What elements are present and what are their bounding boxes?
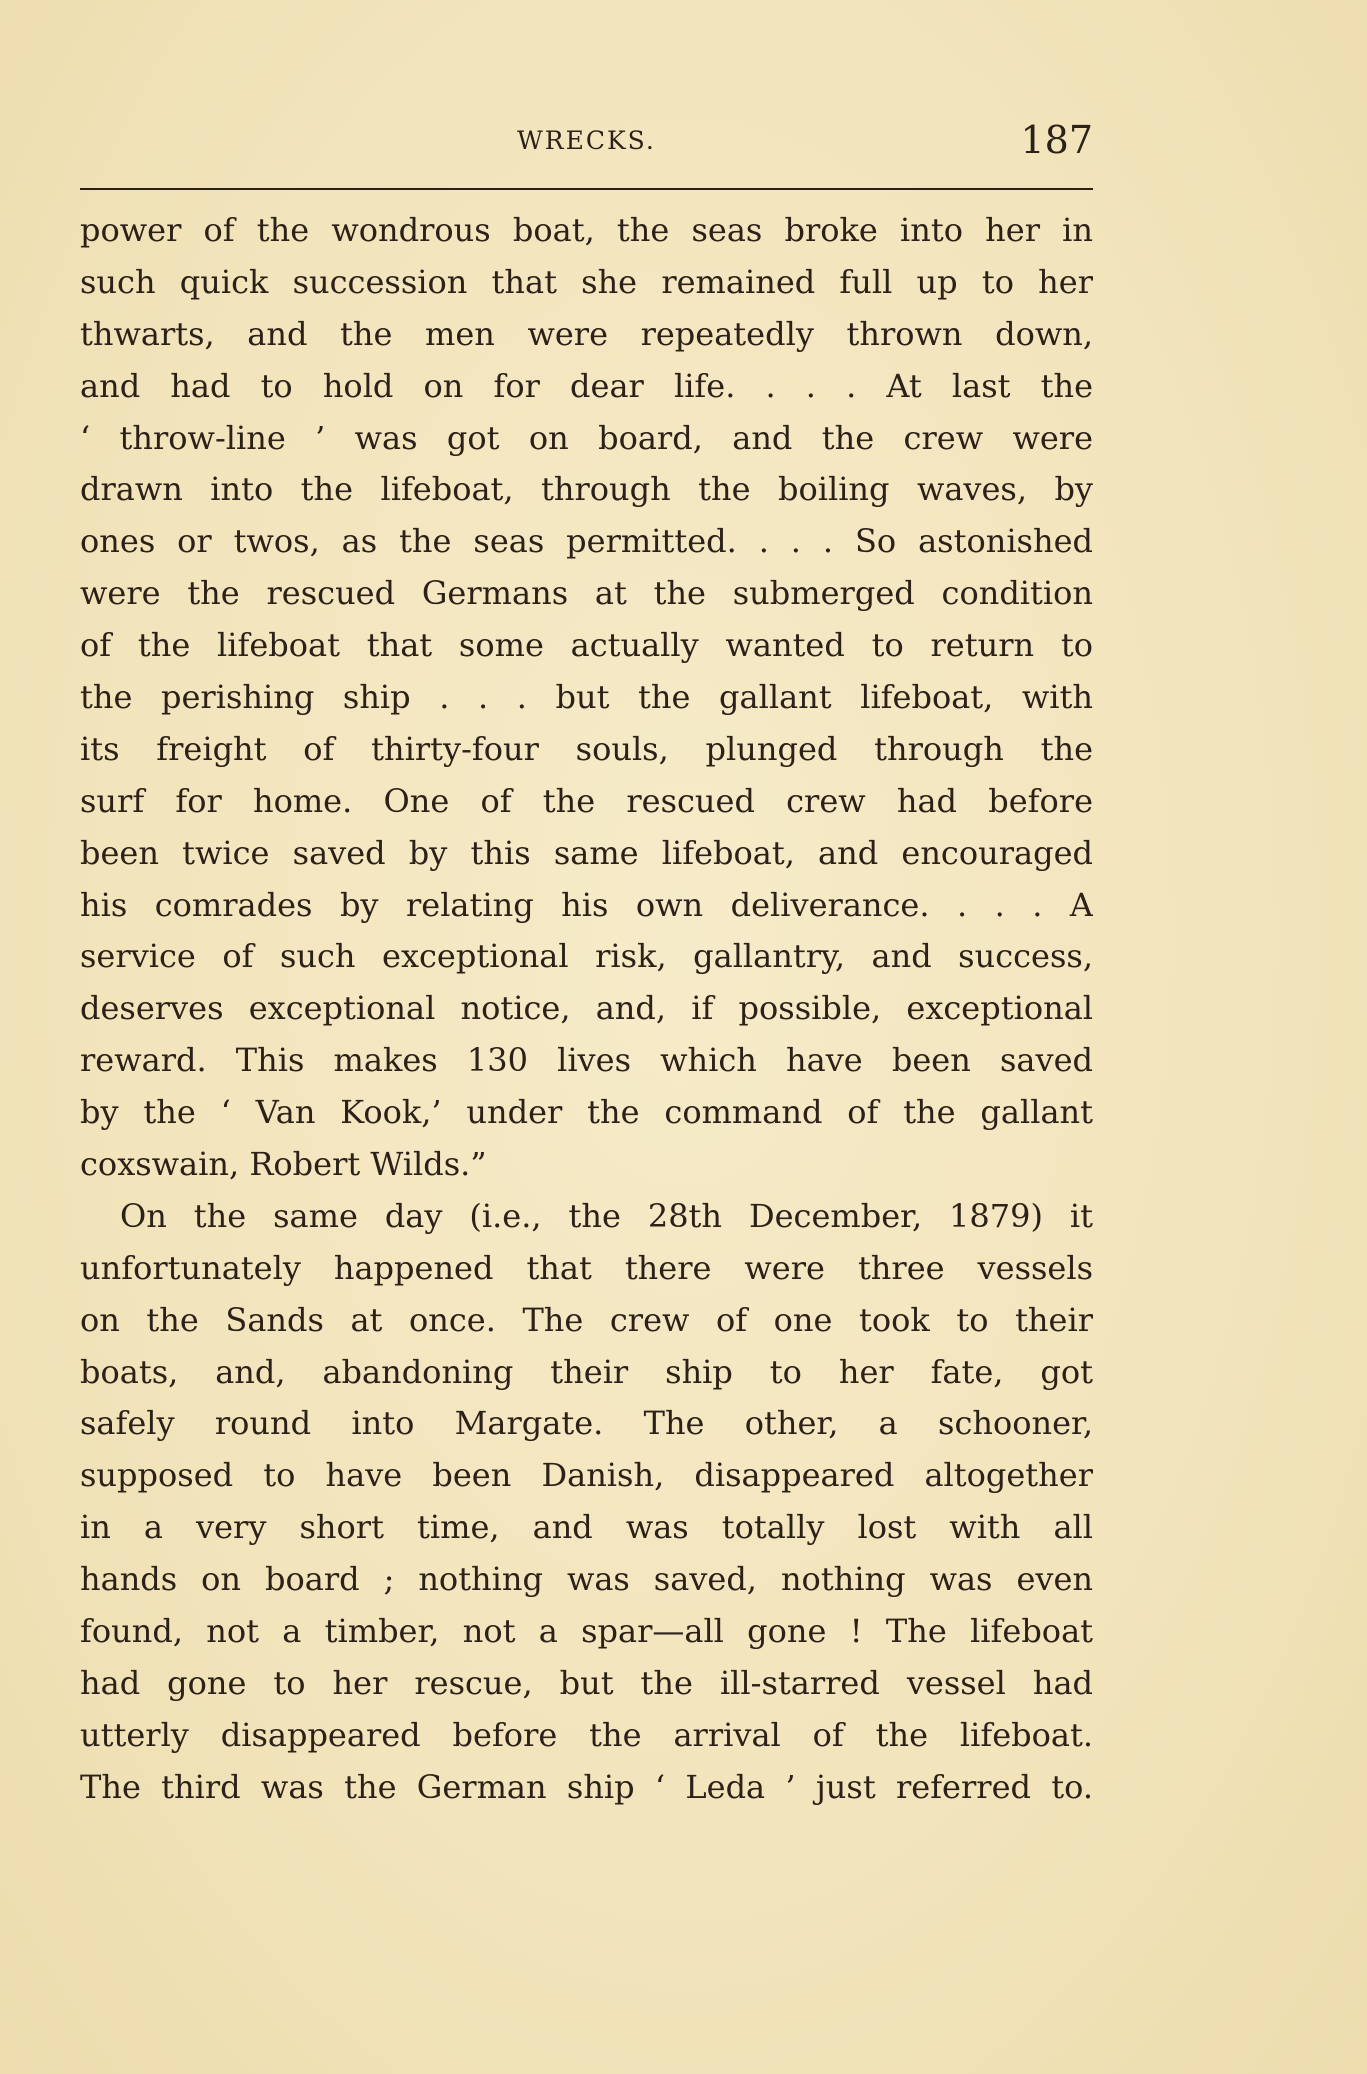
text-line: of the lifeboat that some actually wanted to return to	[80, 626, 1093, 665]
text-line: boats, and, abandoning their ship to her fate, got	[80, 1352, 1093, 1391]
text-line: power of the wondrous boat, the seas broke into her in	[80, 211, 1093, 249]
text-line: found, not a timber, not a spar—all gone ! The lifeboat	[80, 1612, 1093, 1651]
running-head	[80, 118, 1093, 168]
text-line: such quick succession that she remained full up to her	[80, 262, 1093, 301]
text-line: drawn into the lifeboat, through the boiling waves, by	[80, 470, 1093, 509]
text-line: On the same day (i.e., the 28th December, 1879) it	[120, 1196, 1093, 1235]
page-number: 187	[1020, 118, 1093, 162]
text-line: unfortunately happened that there were three vessels	[80, 1248, 1093, 1287]
text-line: its freight of thirty-four souls, plunged through the	[80, 729, 1093, 768]
text-line: on the Sands at once. The crew of one took to their	[80, 1300, 1093, 1339]
text-line: ones or twos, as the seas permitted. . . . So astonished	[80, 522, 1093, 561]
text-line: reward. This makes 130 lives which have been saved	[80, 1041, 1093, 1080]
running-title: WRECKS.	[517, 126, 656, 155]
text-line: by the ‘ Van Kook,’ under the command of the gallant	[80, 1093, 1093, 1132]
text-line: surf for home. One of the rescued crew had before	[80, 781, 1093, 820]
text-line: in a very short time, and was totally lost with all	[80, 1508, 1093, 1547]
body-text	[80, 205, 1093, 1814]
text-line: been twice saved by this same lifeboat, and encouraged	[80, 833, 1093, 872]
text-line: deserves exceptional notice, and, if possible, exceptional	[80, 989, 1093, 1028]
text-line: were the rescued Germans at the submerged condition	[80, 574, 1093, 613]
text-line: The third was the German ship ‘ Leda ’ just referred to.	[80, 1767, 1093, 1806]
text-line: safely round into Margate. The other, a schooner,	[80, 1404, 1093, 1443]
text-line: his comrades by relating his own deliverance. . . . A	[80, 885, 1093, 924]
text-line: utterly disappeared before the arrival of the lifeboat.	[80, 1715, 1093, 1754]
text-line: supposed to have been Danish, disappeared altogether	[80, 1456, 1093, 1495]
text-line: the perishing ship . . . but the gallant lifeboat, with	[80, 678, 1093, 717]
text-line: service of such exceptional risk, gallantry, and success,	[80, 937, 1093, 976]
text-line: hands on board ; nothing was saved, nothing was even	[80, 1560, 1093, 1599]
header-rule	[80, 188, 1093, 190]
text-line: had gone to her rescue, but the ill-starred vessel had	[80, 1663, 1093, 1702]
text-line: thwarts, and the men were repeatedly thrown down,	[80, 314, 1093, 353]
text-line: ‘ throw-line ’ was got on board, and the crew were	[80, 418, 1093, 457]
text-line: and had to hold on for dear life. . . . At last the	[80, 366, 1093, 405]
text-line: coxswain, Robert Wilds.”	[80, 1145, 487, 1184]
